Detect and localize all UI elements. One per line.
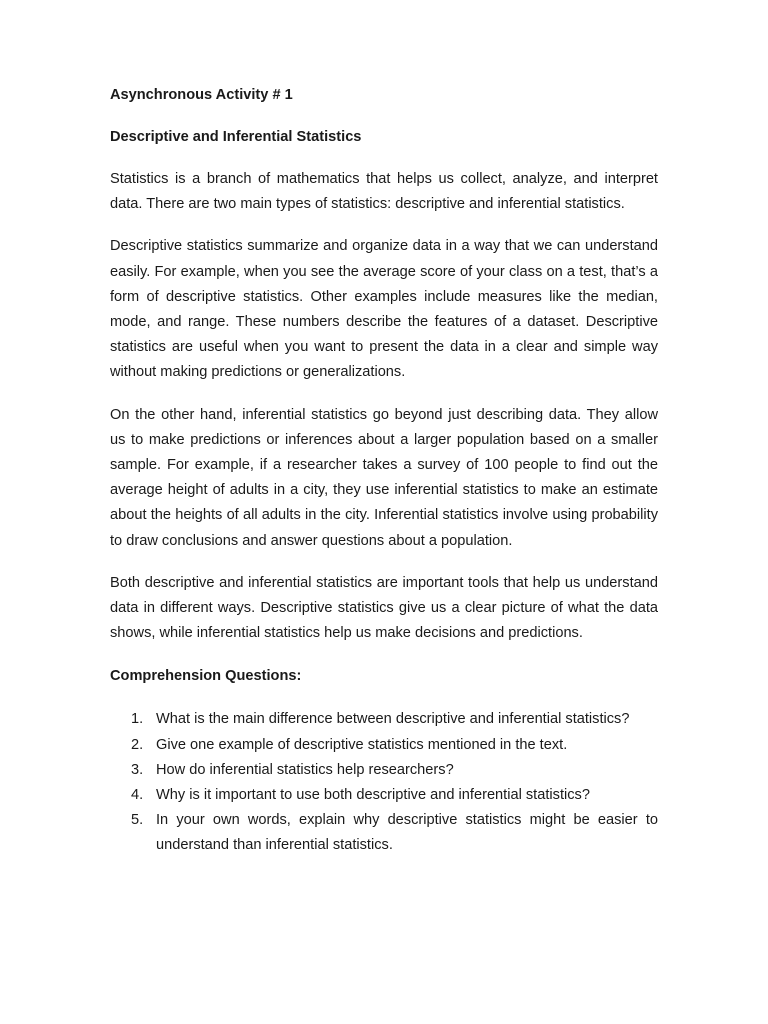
activity-title: Asynchronous Activity # 1: [110, 87, 293, 103]
question-text: Why is it important to use both descriptive and inferential statistics?: [156, 787, 590, 804]
document-page: [110, 83, 658, 859]
question-text: Give one example of descriptive statistics mentioned in the text.: [156, 736, 568, 753]
intro-paragraph: Statistics is a branch of mathematics that helps us collect, analyze, and interpret data. There are two main types of statistics: descriptive and inferential statistics.: [110, 171, 658, 213]
question-number: 5.: [131, 812, 144, 829]
summary-paragraph: Both descriptive and inferential statistics are important tools that help us understand data in different ways. Descriptive statistics give us a clear picture of what the data shows, while inferential statistics help us make decisions and predictions.: [110, 574, 658, 642]
question-text: In your own words, explain why descriptive statistics might be easier to understand than inferential statistics.: [156, 812, 658, 854]
descriptive-paragraph: Descriptive statistics summarize and organize data in a way that we can understand easily. For example, when you see the average score of your class on a test, that’s a form of descriptive statistics. Other examples include measures like the median, mode, and range. These numbers describe the features of a dataset. Descriptive statistics are useful when you want to present the data in a clear and simple way without making predictions or generalizations.: [110, 238, 658, 381]
question-item: [110, 808, 658, 858]
question-list: [110, 707, 658, 858]
question-number: 1.: [131, 711, 144, 728]
question-number: 2.: [131, 736, 144, 753]
question-text: What is the main difference between descriptive and inferential statistics?: [156, 711, 630, 728]
inferential-paragraph: On the other hand, inferential statistics go beyond just describing data. They allow us to make predictions or inferences about a larger population based on a smaller sample. For example, if a researcher takes a survey of 100 people to find out the average height of adults in a city, they use inferential statistics to make an estimate about the heights of all adults in the city. Inferential statistics involve using probability to draw conclusions and answer questions about a population.: [110, 406, 658, 549]
question-text: How do inferential statistics help researchers?: [156, 761, 454, 778]
question-number: 4.: [131, 787, 144, 804]
question-number: 3.: [131, 761, 144, 778]
topic-title: Descriptive and Inferential Statistics: [110, 129, 362, 145]
question-item: [110, 758, 658, 783]
question-item: [110, 707, 658, 732]
question-item: [110, 783, 658, 808]
question-item: [110, 733, 658, 758]
questions-heading: Comprehension Questions:: [110, 668, 302, 685]
